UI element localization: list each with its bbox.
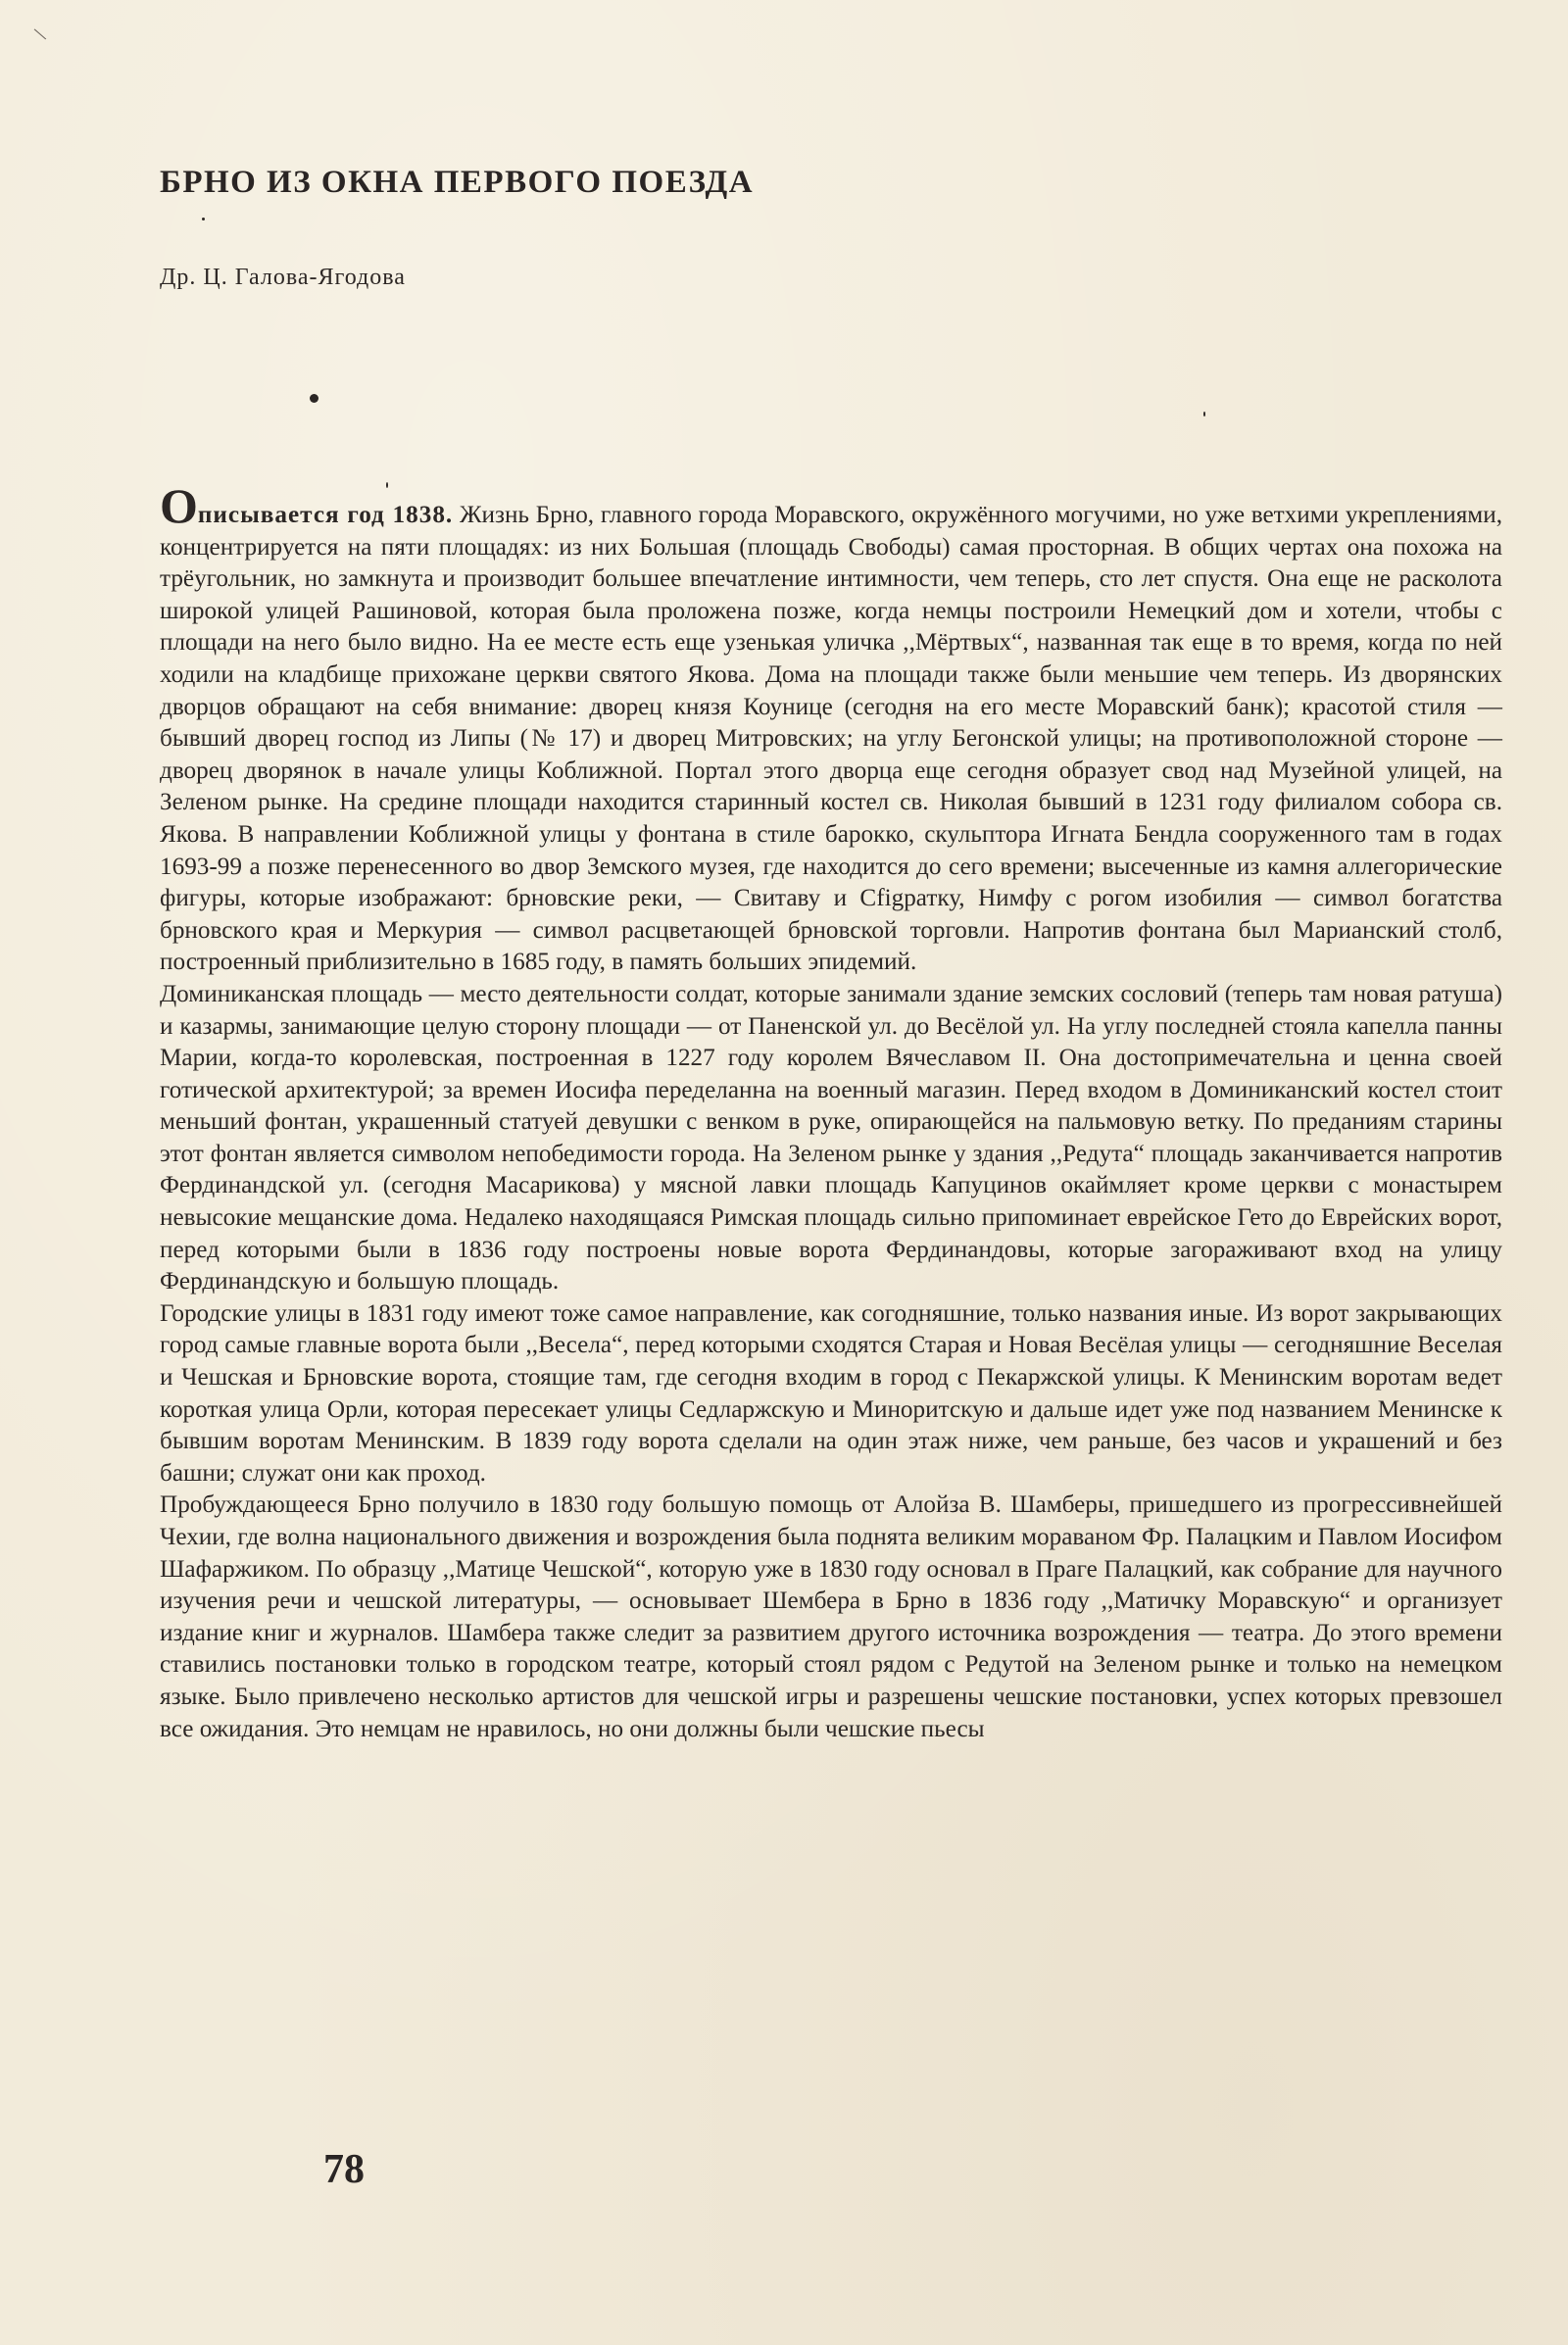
print-speck [1203, 412, 1205, 416]
drop-cap: О [160, 478, 198, 533]
paragraph-1-text: Жизнь Брно, главного города Моравского, окружённого могучими, но уже ветхими укреплениями, концентрируется на пяти площадях: из них Большая (площадь Свободы) самая просторная. В общих чертах она похожа на трёугольник, но замкнута и производит большее впечатление интимности, чем теперь, сто лет спустя. Она еще не расколота широкой улицей Рашиновой, которая была проложена позже, когда немцы построили Немецкий дом и хотели, чтобы с площади на него было видно. На ее месте есть еще узенькая уличка ,,Мёртвых“, названная так еще в то время, когда по ней ходили на кладбище прихожане церкви святого Якова. Дома на площади также были меньшие чем теперь. Из дворянских дворцов обращают на себя внимание: дворец князя Коунице (сегодня на его месте Моравский банк); красотой стиля — бывший дворец господ из Липы (№ 17) и дворец Митровских; на углу Бегонской улицы; на противоположной стороне — дворец дворянок в начале улицы Коближной. Портал этого дворца еще сегодня образует свод над Музейной улицей, на Зеленом рынке. На средине площади находится старинный костел св. Николая бывший в 1231 году филиалом собора св. Якова. В направлении Коближной улицы у фонтана в стиле барокко, скульптора Игната Бендла сооруженного там в годах 1693-99 а позже перенесенного во двор Земского музея, где находится до сего времени; высеченные из камня аллегорические фигуры, которые изображают: брновские реки, — Свитаву и Сfigратку, Нимфу с рогом изобилия — символ богатства брновского края и Меркурия — символ расцветающей брновской торговли. Напротив фонтана был Марианский столб, построенный приблизительно в 1685 году, в память больших эпидемий. [160, 502, 1502, 976]
article-body [160, 478, 1502, 1745]
article-title: БРНО ИЗ ОКНА ПЕРВОГО ПОЕЗДА [160, 165, 755, 200]
page-number: 78 [323, 2147, 365, 2192]
paragraph-1 [160, 478, 1502, 979]
paragraph-4: Пробуждающееся Брно получило в 1830 году большую помощь от Алойза В. Шамберы, пришедшего из прогрессивнейшей Чехии, где волна национального движения и возрождения была поднята великим мораваном Фр. Палацким и Павлом Иосифом Шафаржиком. По образцу ,,Матице Чешской“, которую уже в 1830 году основал в Праге Палацкий, как собрание для научного изучения речи и чешской литературы, — основывает Шембера в Брно в 1836 году ,,Матичку Моравскую“ и организует издание книг и журналов. Шамбера также следит за развитием другого источника возрождения — театра. До этого времени ставились постановки только в городском театре, который стоял рядом с Редутой на Зеленом рынке и только на немецком языке. Было привлечено несколько артистов для чешской игры и разрешены чешские постановки, успех которых превзошел все ожидания. Это немцам не нравилось, но они должны были чешские пьесы [160, 1491, 1502, 1742]
corner-tick-mark: \ [30, 22, 49, 46]
lead-in: писывается год 1838. [197, 502, 454, 528]
paragraph-2: Доминиканская площадь — место деятельности солдат, которые занимали здание земских сословий (теперь там новая ратуша) и казармы, занимающие целую сторону площади — от Паненской ул. до Весёлой ул. На углу последней стояла капелла панны Марии, когда-то королевская, построенная в 1227 году королем Вячеславом II. Она достопримечательна и ценна своей готической архитектурой; за времен Иосифа переделанна на военный магазин. Перед входом в Доминиканский костел стоит меньший фонтан, украшенный статуей девушки с венком в руке, опирающейся на пальмовую ветку. По преданиям старины этот фонтан является символом непобедимости города. На Зеленом рынке у здания ,,Редута“ площадь заканчивается напротив Фердинандской ул. (сегодня Масарикова) у мясной лавки площадь Капуцинов окаймляет кроме церкви с монастырем невысокие мещанские дома. Недалеко находящаяся Римская площадь сильно припоминает еврейское Гето до Еврейских ворот, перед которыми были в 1836 году построены новые ворота Фердинандовы, которые загораживают вход на улицу Фердинандскую и большую площадь. [160, 980, 1502, 1295]
print-speck [386, 482, 388, 488]
print-speck [202, 218, 205, 220]
paragraph-3: Городские улицы в 1831 году имеют тоже самое направление, как согодняшние, только названия иные. Из ворот закрывающих город самые главные ворота были ,,Весела“, перед которыми сходятся Старая и Новая Весёлая улицы — сегодняшние Веселая и Чешская и Брновские ворота, стоящие там, где сегодня входим в город с Пекаржской улицы. К Менинским воротам ведет короткая улица Орли, которая пересекает улицы Седларжскую и Миноритскую и дальше идет уже под названием Менинске к бывшим воротам Менинским. В 1839 году ворота сделали на один этаж ниже, чем раньше, без часов и украшений и без башни; служат они как проход. [160, 1299, 1502, 1487]
print-speck [310, 394, 318, 403]
article-author: Др. Ц. Галова-Ягодова [160, 265, 406, 290]
